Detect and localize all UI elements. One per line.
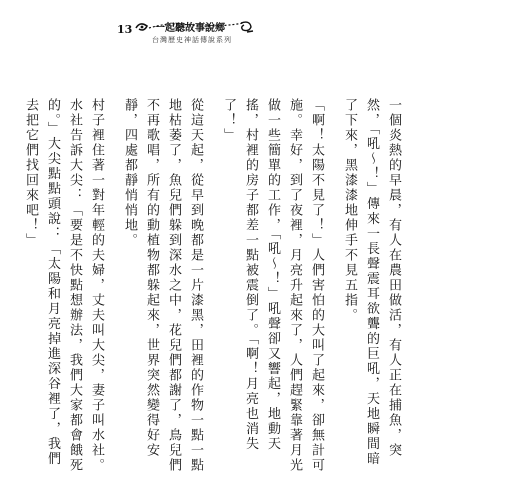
- paragraph: 村子裡住著一對年輕的夫婦，丈夫叫大尖，妻子叫水社。水社告訴大尖：「要是不快點想辦法，我們大家都會餓死的。」大尖點點頭說：「太陽和月亮掉進深谷裡了，我們去把它們找回來吧！」: [23, 98, 104, 473]
- svg-text:一起聽故事說鄉: 一起聽故事說鄉: [155, 23, 225, 34]
- paragraph: 「啊！太陽不見了！」人們害怕的大叫了起來，卻無計可施。幸好，到了夜裡，月亮升起來了，人們趕緊靠著月光做一些簡單的工作，「吼～！」吼聲卻又響起，地動天搖，村裡的房子都差一點被震倒了。「啊！月亮也消失了！」: [221, 98, 324, 473]
- series-subtitle: 台灣歷史神話傳說系列: [152, 36, 232, 44]
- paragraph: 從這天起，從早到晚都是一片漆黑，田裡的作物一點一點地枯萎了，魚兒們躲到深水之中，花兒們都謝了，鳥兒們不再歌唱，所有的動植物都躲起來，世界突然變得好安靜，四處都靜悄悄地。: [122, 98, 203, 473]
- story-text: [23, 98, 404, 473]
- paragraph: 一個炎熱的早晨，有人在農田做活，有人正在捕魚，突然，「吼～！」傳來一長聲震耳欲聾的巨吼，天地瞬間暗了下來，黑漆漆地伸手不見五指。: [342, 98, 401, 467]
- page-number: 13: [117, 23, 133, 36]
